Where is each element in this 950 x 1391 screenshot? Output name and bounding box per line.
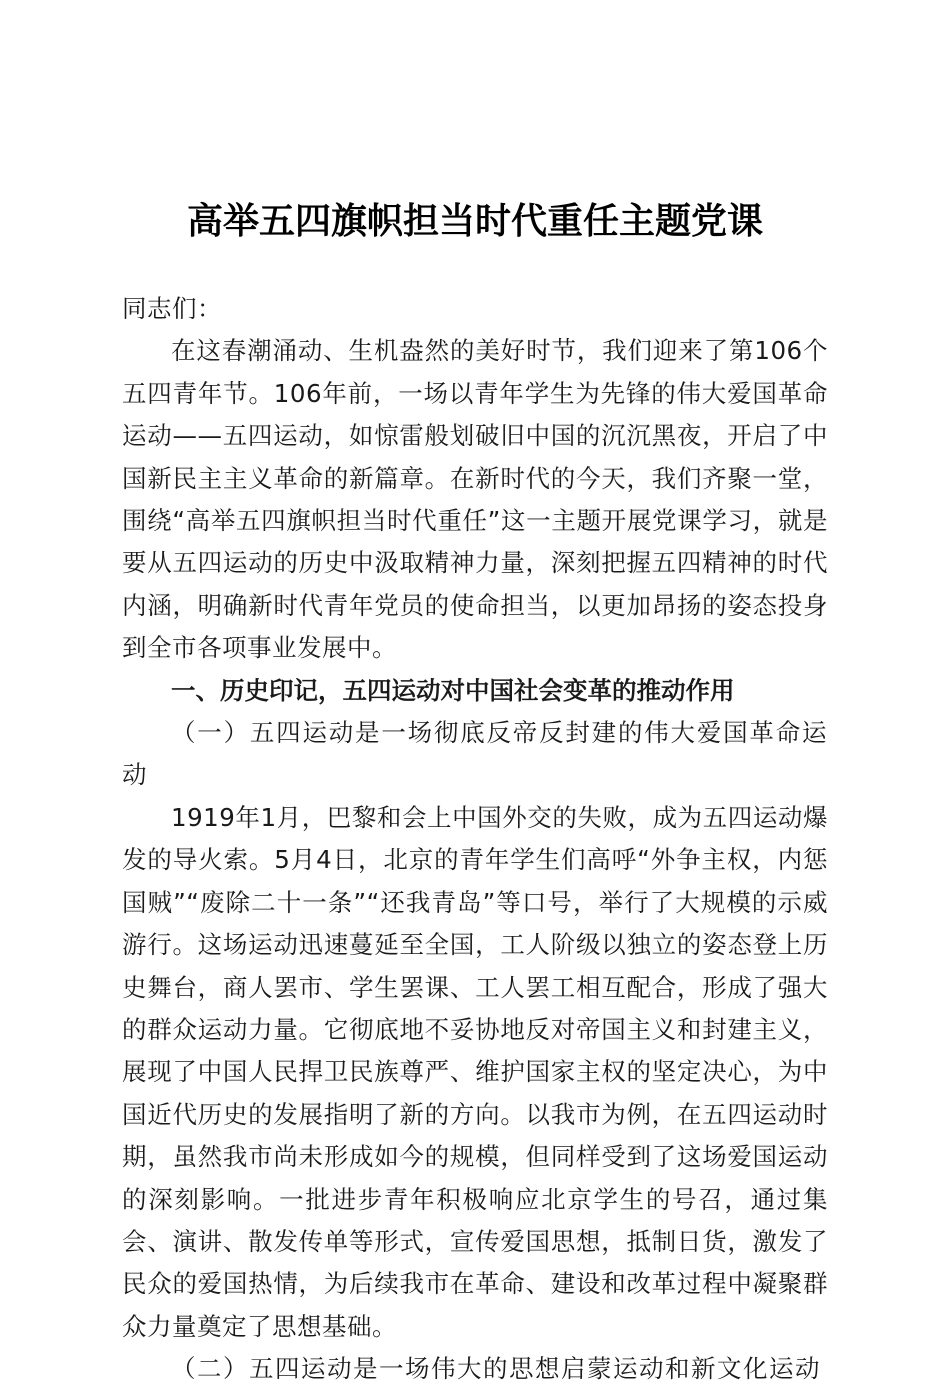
document-title: 高举五四旗帜担当时代重任主题党课 (186, 200, 763, 242)
subsection-heading-1: （一）五四运动是一场彻底反帝反封建的伟大爱国革命运动 (122, 718, 828, 790)
subsection-1-paragraph: 1919年1月，巴黎和会上中国外交的失败，成为五四运动爆发的导火索。5月4日，北京的青年学生们高呼“外争主权，内惩国贼”“废除二十一条”“还我青岛”等口号，举行了大规模的示威游行。这场运动迅速蔓延至全国，工人阶级以独立的姿态登上历史舞台，商人罢市、学生罢课、工人罢工相互配合，形成了强大的群众运动力量。它彻底地不妥协地反对帝国主义和封建主义，展现了中国人民捍卫民族尊严、维护国家主权的坚定决心，为中国近代历史的发展指明了新的方向。以我市为例，在五四运动时期，虽然我市尚未形成如今的规模，但同样受到了这场爱国运动的深刻影响。一批进步青年积极响应北京学生的号召，通过集会、演讲、散发传单等形式，宣传爱国思想，抵制日货，激发了民众的爱国热情，为后续我市在革命、建设和改革过程中凝聚群众力量奠定了思想基础。 (122, 802, 828, 1341)
document-body (122, 288, 828, 1391)
section-heading-1: 一、历史印记，五四运动对中国社会变革的推动作用 (171, 675, 735, 705)
intro-paragraph: 在这春潮涌动、生机盎然的美好时节，我们迎来了第106个五四青年节。106年前，一场以青年学生为先锋的伟大爱国革命运动——五四运动，如惊雷般划破旧中国的沉沉黑夜，开启了中国新民主主义革命的新篇章。在新时代的今天，我们齐聚一堂，围绕“高举五四旗帜担当时代重任”这一主题开展党课学习，就是要从五四运动的历史中汲取精神力量，深刻把握五四精神的时代内涵，明确新时代青年党员的使命担当，以更加昂扬的姿态投身到全市各项事业发展中。 (122, 336, 828, 663)
subsection-heading-2: （二）五四运动是一场伟大的思想启蒙运动和新文化运动 (171, 1354, 821, 1384)
salutation: 同志们： (122, 294, 222, 323)
